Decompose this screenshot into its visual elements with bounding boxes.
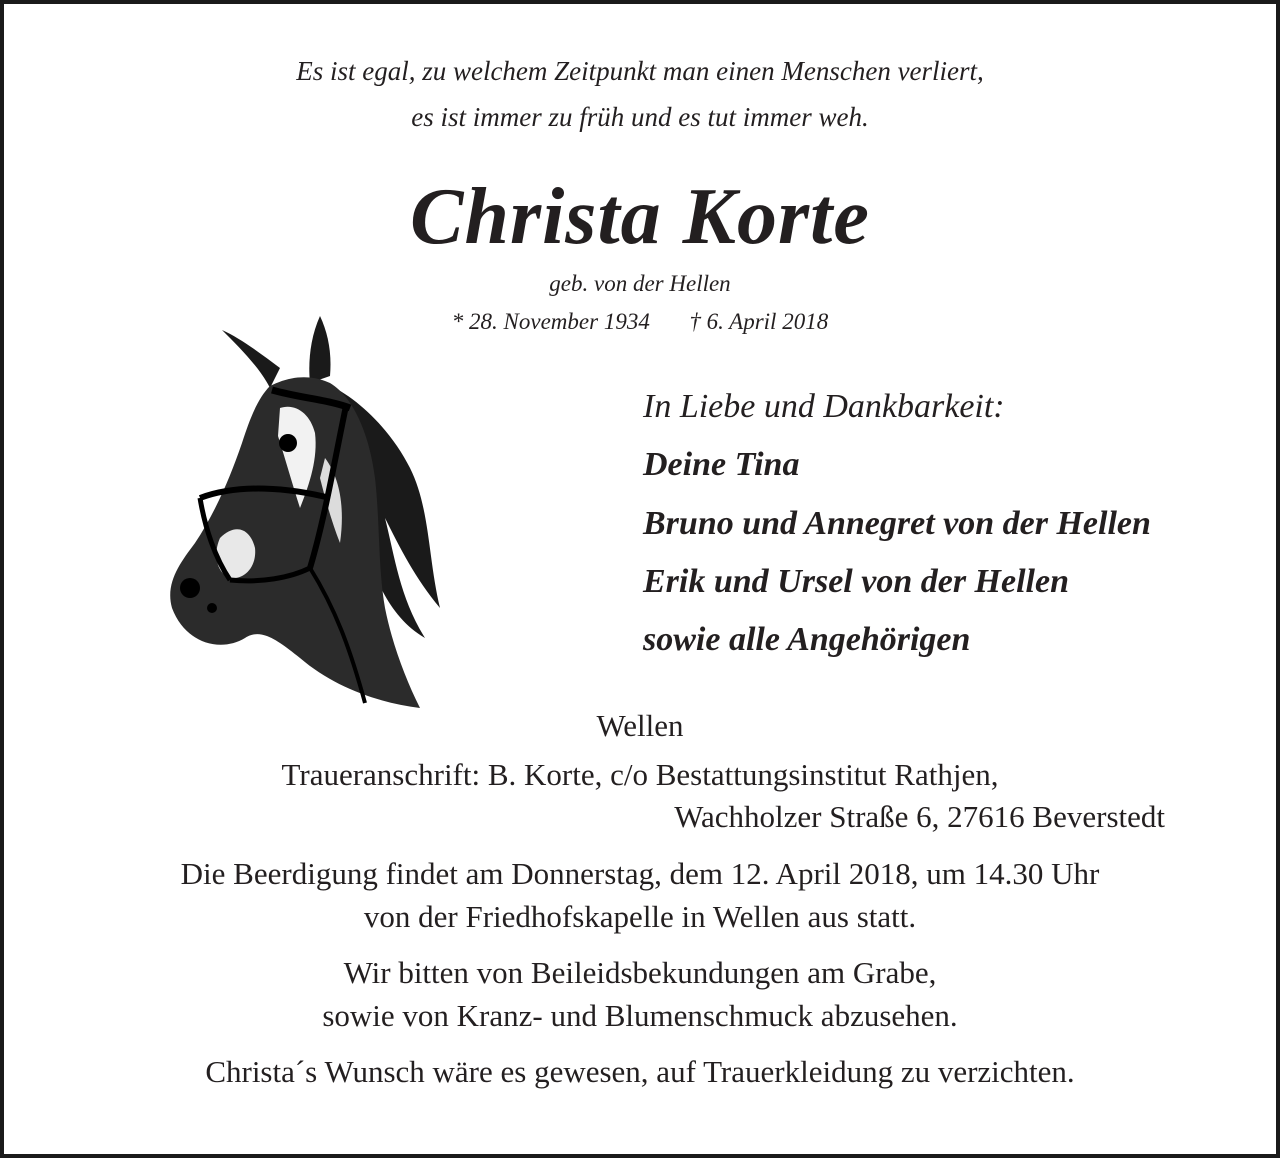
mourners-intro: In Liebe und Dankbarkeit: [643,388,1005,425]
mourner-1: Deine Tina [643,446,800,483]
quote-line-2: es ist immer zu früh und es tut immer weh. [411,102,869,132]
request-line-2: sowie von Kranz- und Blumenschmuck abzusehen. [322,998,958,1033]
deceased-name: Christa Korte [410,173,870,261]
request-line-1: Wir bitten von Beileidsbekundungen am Grabe, [343,955,937,990]
maiden-name: geb. von der Hellen [549,271,731,296]
mourner-2: Bruno und Annegret von der Hellen [643,505,1151,542]
address-line-2: Wachholzer Straße 6, 27616 Beverstedt [674,799,1165,834]
death-date: † 6. April 2018 [689,309,829,334]
quote-line-1: Es ist egal, zu welchem Zeitpunkt man einen Menschen verliert, [296,56,984,86]
place: Wellen [596,708,684,743]
address-line-1: Traueranschrift: B. Korte, c/o Bestattungsinstitut Rathjen, [281,757,999,792]
birth-date: * 28. November 1934 [451,309,650,334]
mourner-3: Erik und Ursel von der Hellen [643,563,1069,600]
funeral-line-1: Die Beerdigung findet am Donnerstag, dem 12. April 2018, um 14.30 Uhr [180,856,1100,891]
final-wish: Christa´s Wunsch wäre es gewesen, auf Trauerkleidung zu verzichten. [205,1054,1075,1089]
funeral-line-2: von der Friedhofskapelle in Wellen aus statt. [363,899,917,934]
mourner-4: sowie alle Angehörigen [643,621,971,658]
horse-head-icon [160,308,450,718]
